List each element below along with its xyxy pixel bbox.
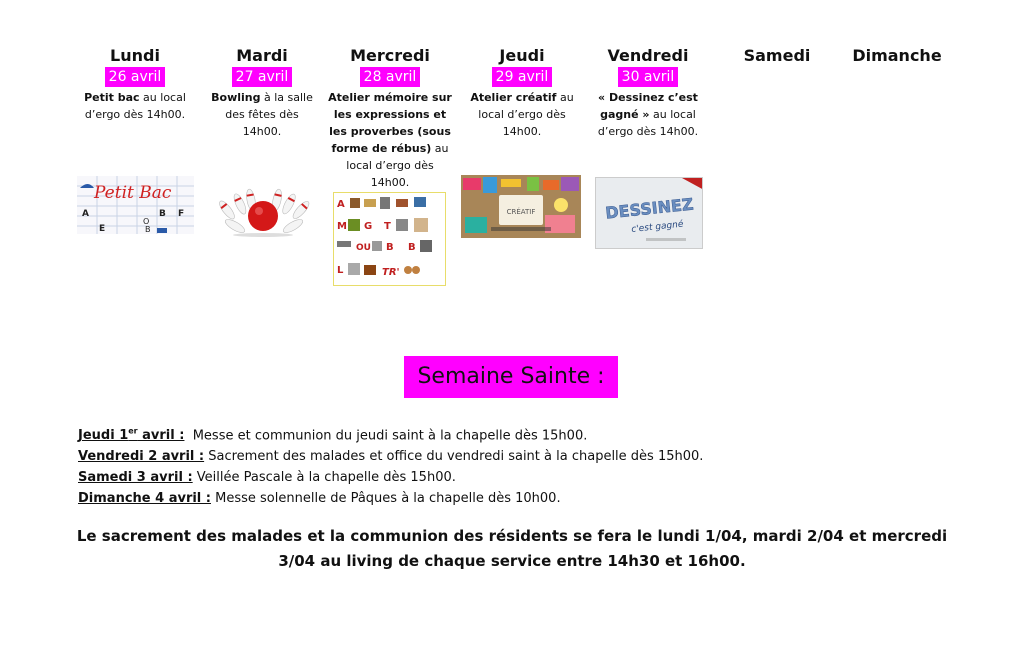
- list-item-text: Sacrement des malades et office du vendredi saint à la chapelle dès 15h00.: [208, 449, 704, 465]
- day-column-mercredi: [328, 46, 452, 191]
- atelier-creatif-image: [461, 175, 581, 238]
- list-item-label: Jeudi 1er avril :: [78, 427, 185, 444]
- date-badge: 29 avril: [492, 67, 553, 87]
- day-name: Samedi: [743, 46, 811, 65]
- date-badge: 27 avril: [232, 67, 293, 87]
- rebus-image: [333, 192, 446, 286]
- day-name: Mardi: [236, 46, 288, 65]
- svg-text:A: A: [82, 209, 89, 219]
- activity-description: Atelier créatif au local d’ergo dès 14h00.: [470, 91, 574, 138]
- svg-text:B: B: [145, 225, 151, 234]
- list-item: [78, 467, 958, 488]
- activity-description: Bowling à la salle des fêtes dès 14h00.: [211, 91, 313, 138]
- svg-text:T: T: [384, 221, 391, 232]
- day-column-samedi: [730, 46, 824, 66]
- svg-text:B: B: [159, 209, 166, 219]
- svg-text:TR': TR': [382, 267, 400, 278]
- list-item: [78, 488, 958, 509]
- day-name: Lundi: [110, 46, 160, 65]
- petit-bac-image: [77, 176, 194, 234]
- list-item: [78, 446, 958, 467]
- svg-text:L: L: [337, 265, 344, 276]
- svg-text:B: B: [386, 242, 394, 253]
- svg-text:M: M: [337, 221, 347, 232]
- date-badge: 28 avril: [360, 67, 421, 87]
- list-item: [78, 421, 958, 446]
- day-column-jeudi: [462, 46, 582, 140]
- activity-description: Atelier mémoire sur les expressions et les proverbes (sous forme de rébus) au local d’ergo dès 14h00.: [328, 91, 452, 189]
- activity-description: Petit bac au local d’ergo dès 14h00.: [84, 91, 186, 121]
- day-name: Mercredi: [350, 46, 430, 65]
- svg-text:E: E: [99, 224, 106, 234]
- day-column-dimanche: [846, 46, 948, 66]
- activity-description: « Dessinez c’est gagné » au local d’ergo dès 14h00.: [597, 91, 699, 138]
- day-column-vendredi: [590, 46, 706, 140]
- day-name: Jeudi: [499, 46, 545, 65]
- dessinez-subtitle: c'est gagné: [630, 219, 684, 235]
- date-badge: 30 avril: [618, 67, 679, 87]
- dessinez-image: [595, 177, 703, 249]
- date-badge: 26 avril: [105, 67, 166, 87]
- svg-text:O: O: [143, 217, 150, 226]
- svg-text:A: A: [337, 199, 345, 210]
- list-item-text: Veillée Pascale à la chapelle dès 15h00.: [196, 470, 456, 486]
- petit-bac-title: Petit Bac: [94, 183, 172, 203]
- list-item-label: Dimanche 4 avril :: [78, 491, 211, 507]
- creatif-label: CRÉATIF: [506, 208, 536, 216]
- svg-text:OU: OU: [356, 243, 371, 253]
- svg-text:G: G: [364, 221, 373, 232]
- day-name: Dimanche: [852, 46, 942, 65]
- dessinez-title: DESSINEZ: [604, 194, 695, 223]
- list-item-text: Messe et communion du jeudi saint à la chapelle dès 15h00.: [192, 428, 588, 444]
- svg-text:B: B: [408, 242, 416, 253]
- bowling-image: [207, 182, 319, 238]
- holy-week-list: [78, 421, 958, 509]
- holy-week-title: Semaine Sainte :: [404, 356, 618, 398]
- list-item-label: Samedi 3 avril :: [78, 470, 193, 486]
- day-name: Vendredi: [607, 46, 689, 65]
- day-column-mardi: [206, 46, 318, 140]
- closing-note: Le sacrement des malades et la communion des résidents se fera le lundi 1/04, mardi 2/04 et mercredi 3/04 au living de chaque service entre 14h30 et 16h00.: [76, 527, 948, 570]
- list-item-text: Messe solennelle de Pâques à la chapelle dès 10h00.: [215, 491, 561, 507]
- svg-text:F: F: [178, 209, 185, 219]
- list-item-label: Vendredi 2 avril :: [78, 449, 205, 465]
- day-column-lundi: [76, 46, 194, 123]
